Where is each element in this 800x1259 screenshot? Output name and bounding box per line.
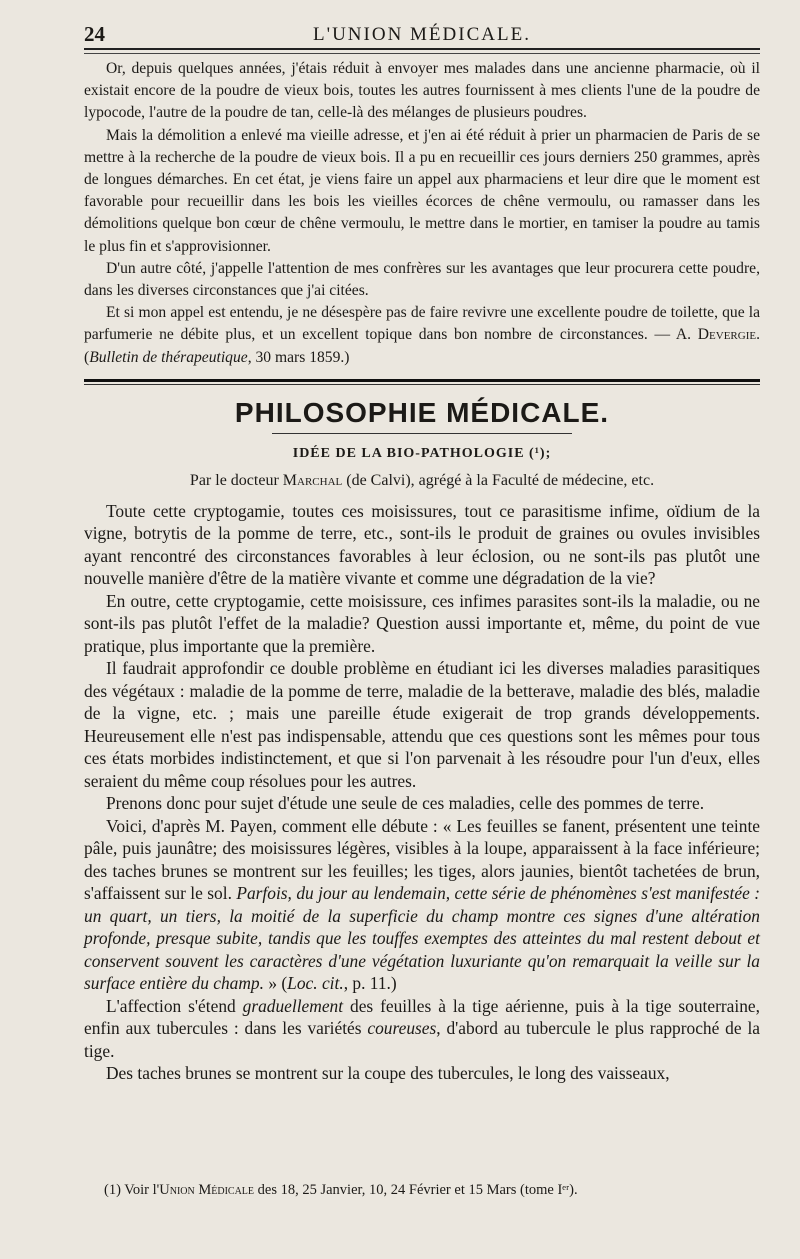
- author-name: Devergie: [697, 326, 757, 344]
- paragraph: En outre, cette cryptogamie, cette moisissure, ces infimes parasites sont-ils la maladie, ou ne sont-ils pas plutôt l'effet de la maladie? Question aussi importante et, même, du point de vue pratique, plus importante que la première.: [84, 590, 760, 656]
- section-divider: [84, 379, 760, 385]
- author-name: Marchal: [282, 471, 343, 489]
- section-underline: [272, 433, 572, 434]
- author-line: Par le docteur Marchal (de Calvi), agrégé à la Faculté de médecine, etc.: [189, 471, 655, 489]
- paragraph: Or, depuis quelques années, j'étais réduit à envoyer mes malades dans une ancienne pharmacie, où il existait encore de la poudre de vieux bois, toutes les autres fournissent à mes clients l'une de la poudre de lypocode, l'autre de la poudre de tan, celle-là des mélanges de plusieurs poudres.: [84, 60, 760, 122]
- paragraph: Il faudrait approfondir ce double problème en étudiant ici les diverses maladies parasitiques des végétaux : maladie de la pomme de terre, maladie de la betterave, maladie des blés, maladie de la vigne, etc. ; mais une pareille étude exigerait de trop grands développements. Heureusement elle n'est pas indispensable, attendu que ces questions sont les mêmes pour tous ces états morbides indistinctement, et que si l'on parvenait à les résoudre pour l'un d'eux, elles seraient du même coup résolues pour les autres.: [84, 658, 760, 791]
- paragraph: L'affection s'étend graduellement des feuilles à la tige aérienne, puis à la tige souterraine, enfin aux tubercules : dans les variétés coureuses, d'abord au tubercule le plus rapproché de la tige.: [84, 995, 760, 1061]
- paragraph: Mais la démolition a enlevé ma vieille adresse, et j'en ai été réduit à prier un pharmacien de Paris de se mettre à la recherche de la poudre de vieux bois. Il a pu en recueillir ces jours derniers 250 grammes, après de longues démarches. En cet état, je viens faire un appel aux pharmaciens et leur dire que le moment est favorable pour recueillir dans les bois les vieilles écorces de chêne vermoulu, ou ramasser dans les démolitions quelque bon cœur de chêne vermoulu, le mettre dans le mortier, en tamiser la poudre au tamis le plus fin et s'approvisionner.: [84, 126, 760, 255]
- header-rule: [84, 53, 760, 54]
- article-body: [84, 500, 760, 1085]
- paragraph: Des taches brunes se montrent sur la coupe des tubercules, le long des vaisseaux,: [106, 1063, 670, 1084]
- journal-title: L'UNION MÉDICALE.: [313, 24, 531, 45]
- paragraph: D'un autre côté, j'appelle l'attention de mes confrères sur les avantages que leur procurera cette poudre, dans les diverses circonstances que j'ai citées.: [84, 259, 760, 300]
- footnote: (1) Voir l'Union Médicale des 18, 25 Janvier, 10, 24 Février et 15 Mars (tome Iᵉʳ).: [104, 1182, 578, 1198]
- journal-name: Union Médicale: [159, 1182, 255, 1198]
- article-title: IDÉE DE LA BIO-PATHOLOGIE (¹);: [292, 445, 552, 461]
- prior-article: [84, 58, 760, 369]
- paragraph: Prenons donc pour sujet d'étude une seule de ces maladies, celle des pommes de terre.: [106, 793, 705, 814]
- italic-quotation: Parfois, du jour au lendemain, cette série de phénomènes s'est manifestée : un quart, un tiers, la moitié de la superficie du champ montre ces signes d'une altération profonde, presque subite, tandis que les touffes exemptes des atteintes du mal restent debout et conservent souvent les caractères d'une végétation luxuriante qu'on remarquait la veille sur la surface entière du champ.: [84, 883, 760, 994]
- running-head: [84, 0, 760, 50]
- closing-paragraph: Et si mon appel est entendu, je ne désespère pas de faire revivre une excellente poudre de toilette, que la parfumerie ne débite plus, et un excellent topique dans bon nombre de circonstances. — A. Devergie. (Bulletin de thérapeutique, 30 mars 1859.): [84, 304, 760, 366]
- quotation-paragraph: Voici, d'après M. Payen, comment elle débute : « Les feuilles se fanent, présentent une teinte pâle, puis jaunâtre; des moisissures légères, visibles à la loupe, apparaissent à la face inférieure; des taches brunes se montrent sur les feuilles; les tiges, alors jaunies, bientôt tachetées de brun, s'affaissent sur le sol. Parfois, du jour au lendemain, cette série de phénomènes s'est manifestée : un quart, un tiers, la moitié de la superficie du champ montre ces signes d'une altération profonde, presque subite, tandis que les touffes exemptes des atteintes du mal restent debout et conservent souvent les caractères d'une végétation luxuriante qu'on remarquait la veille sur la surface entière du champ. » (Loc. cit., p. 11.): [84, 815, 760, 994]
- section-title: PHILOSOPHIE MÉDICALE.: [234, 396, 610, 428]
- paragraph: Toute cette cryptogamie, toutes ces moisissures, tout ce parasitisme infime, oïdium de la vigne, botrytis de la pomme de terre, etc., sont-ils le produit de graines ou ovules invisibles ayant rencontré des circonstances favorables à leur éclosion, ou ne sont-ils pas plutôt une nouvelle manière d'être de la matière vivante et comme une dégradation de la vie?: [84, 500, 760, 589]
- page-number: 24: [84, 22, 105, 46]
- source-title: Bulletin de thérapeutique: [89, 348, 248, 366]
